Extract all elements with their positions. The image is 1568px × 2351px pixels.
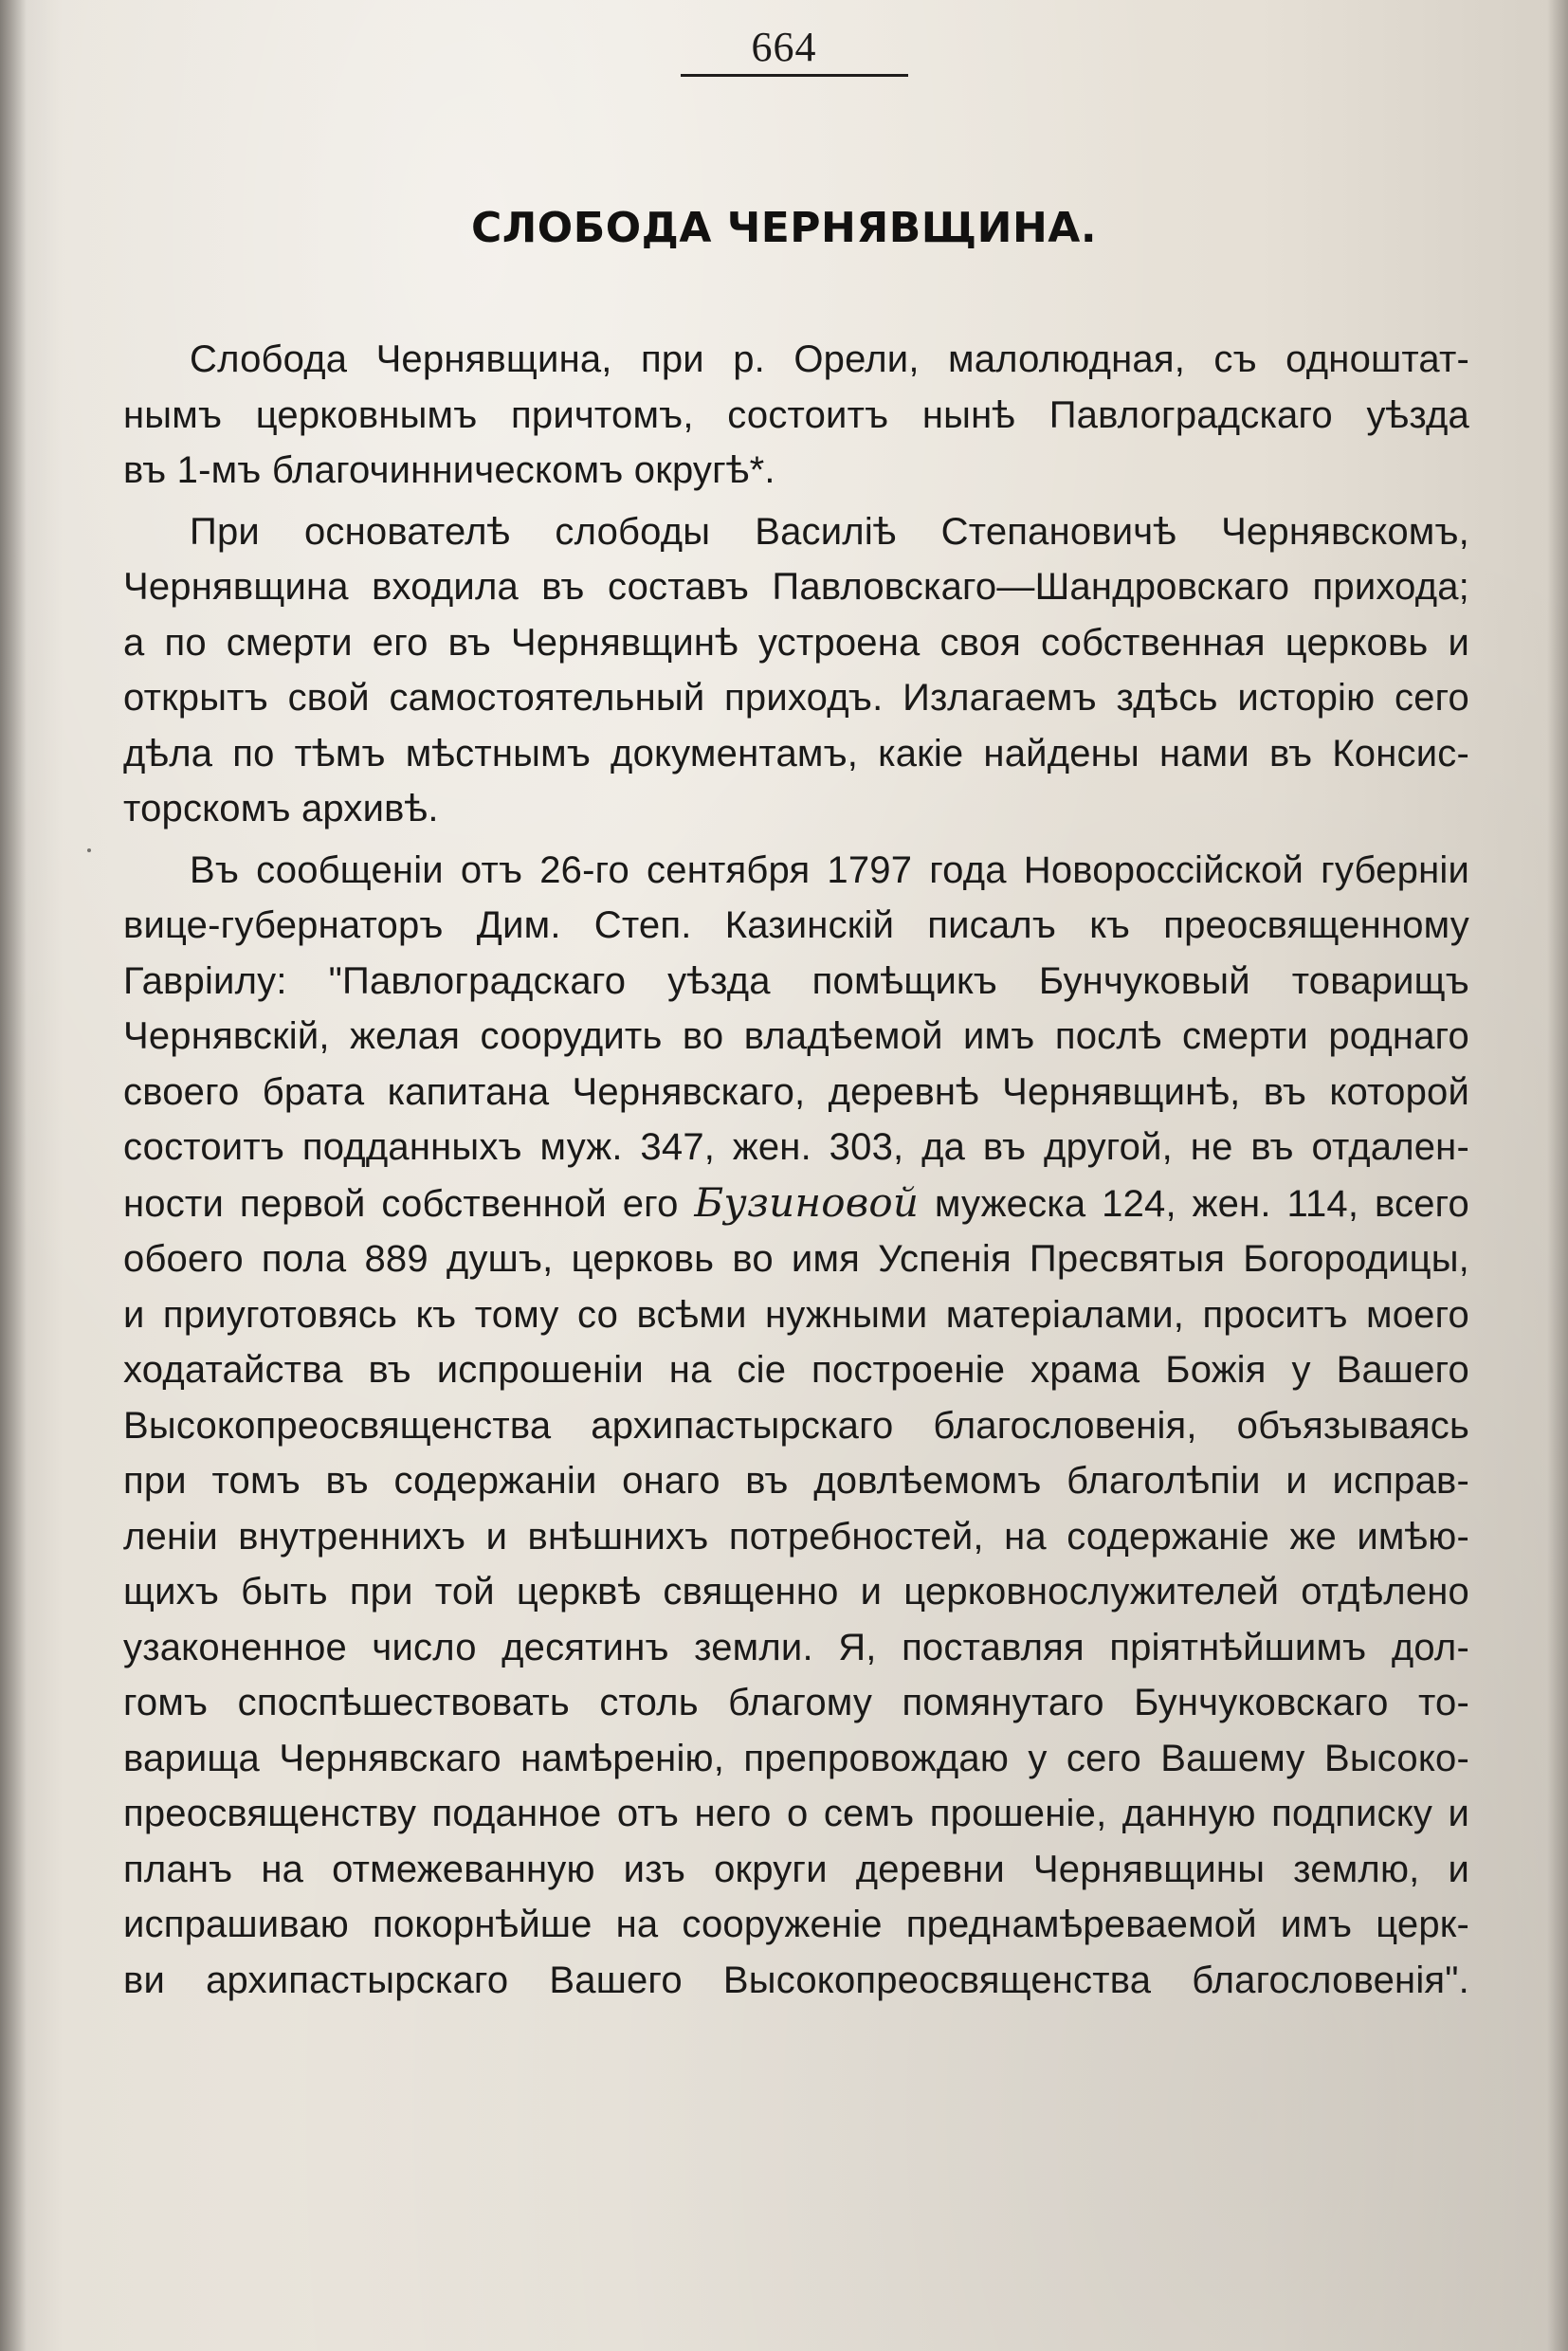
italic-place-name: Бузиновой [694,1178,920,1226]
text-line: Въ сообщеніи отъ 26-го сентября 1797 года Новороссійской губерніи [190,848,1469,891]
text-line: ходатайства въ испрошеніи на сіе построеніе храма Божія у Вашего [123,1349,1469,1391]
text-fragment: ности первой собственной его [123,1182,695,1225]
text-line: ви архипастырскаго Вашего Высокопреосвященства благословенія". [123,1959,1469,2001]
body-text [123,332,1469,2008]
text-line: открытъ свой самостоятельный приходъ. Излагаемъ здѣсь исторію сего [123,677,1469,719]
text-line: щихъ быть при той церквѣ священно и церковнослужителей отдѣлено [123,1571,1469,1613]
text-line: дѣла по тѣмъ мѣстнымъ документамъ, какіе найдены нами въ Консис- [123,732,1469,775]
page-gutter-shadow [0,0,27,2351]
text-line: леніи внутреннихъ и внѣшнихъ потребностей, на содержаніе же имѣю- [123,1515,1469,1558]
text-line-with-italic [123,1176,1469,1232]
text-fragment: мужеска 124, жен. 114, всего [919,1182,1469,1225]
text-line: узаконенное число десятинъ земли. Я, поставляя пріятнѣйшимъ дол- [123,1626,1469,1668]
title-block [0,204,1568,252]
text-line: Высокопреосвященства архипастырскаго благословенія, объязываясь [123,1404,1469,1447]
scan-speck [87,848,91,852]
text-line: варища Чернявскаго намѣренію, препровождаю у сего Вашему Высоко- [123,1737,1469,1779]
paragraph-2 [123,504,1469,837]
text-line: Гавріилу: "Павлоградскаго уѣзда помѣщикъ Бунчуковый товарищъ [123,959,1469,1002]
page-number-rule [681,74,908,77]
text-line: вице-губернаторъ Дим. Степ. Казинскій писалъ къ преосвященному [123,904,1469,946]
text-line: нымъ церковнымъ причтомъ, состоитъ нынѣ Павлоградскаго уѣзда [123,393,1469,436]
text-line: испрашиваю покорнѣйше на сооруженіе преднамѣреваемой имъ церк- [123,1904,1469,1945]
text-line: торскомъ архивѣ. [123,788,439,829]
text-line: своего брата капитана Чернявскаго, деревнѣ Чернявщинѣ, въ которой [123,1070,1469,1113]
paragraph-1 [123,332,1469,499]
text-line: планъ на отмежеванную изъ округи деревни Чернявщины землю, и [123,1848,1469,1890]
text-line: Слобода Чернявщина, при р. Орели, малолюдная, съ одноштат- [190,338,1469,380]
text-line: и приуготовясь къ тому со всѣми нужными матеріалами, проситъ моего [123,1293,1469,1336]
text-line: а по смерти его въ Чернявщинѣ устроена своя собственная церковь и [123,621,1469,664]
text-line: гомъ споспѣшествовать столь благому помянутаго Бунчуковскаго то- [123,1682,1469,1723]
text-line: Чернявскій, желая соорудить во владѣемой имъ послѣ смерти роднаго [123,1015,1469,1057]
text-line: Чернявщина входила въ составъ Павловскаго—Шандровскаго прихода; [123,566,1469,608]
text-line: въ 1-мъ благочинническомъ округѣ*. [123,449,775,491]
text-line: преосвященству поданное отъ него о семъ прошеніе, данную подписку и [123,1793,1469,1834]
text-line: При основателѣ слободы Василіѣ Степановичѣ Чернявскомъ, [190,510,1469,553]
paragraph-3 [123,843,1469,2009]
section-title: СЛОБОДА ЧЕРНЯВЩИНА. [470,204,1098,252]
page-edge-shadow [1547,0,1568,2351]
text-line: обоего пола 889 душъ, церковь во имя Успенія Пресвятыя Богородицы, [123,1238,1469,1280]
text-line: при томъ въ содержаніи онаго въ довлѣемомъ благолѣпіи и исправ- [123,1460,1469,1502]
page-number: 664 [751,24,817,70]
page-header [0,25,1568,70]
text-line: состоитъ подданныхъ муж. 347, жен. 303, да въ другой, не въ отдален- [123,1126,1469,1168]
